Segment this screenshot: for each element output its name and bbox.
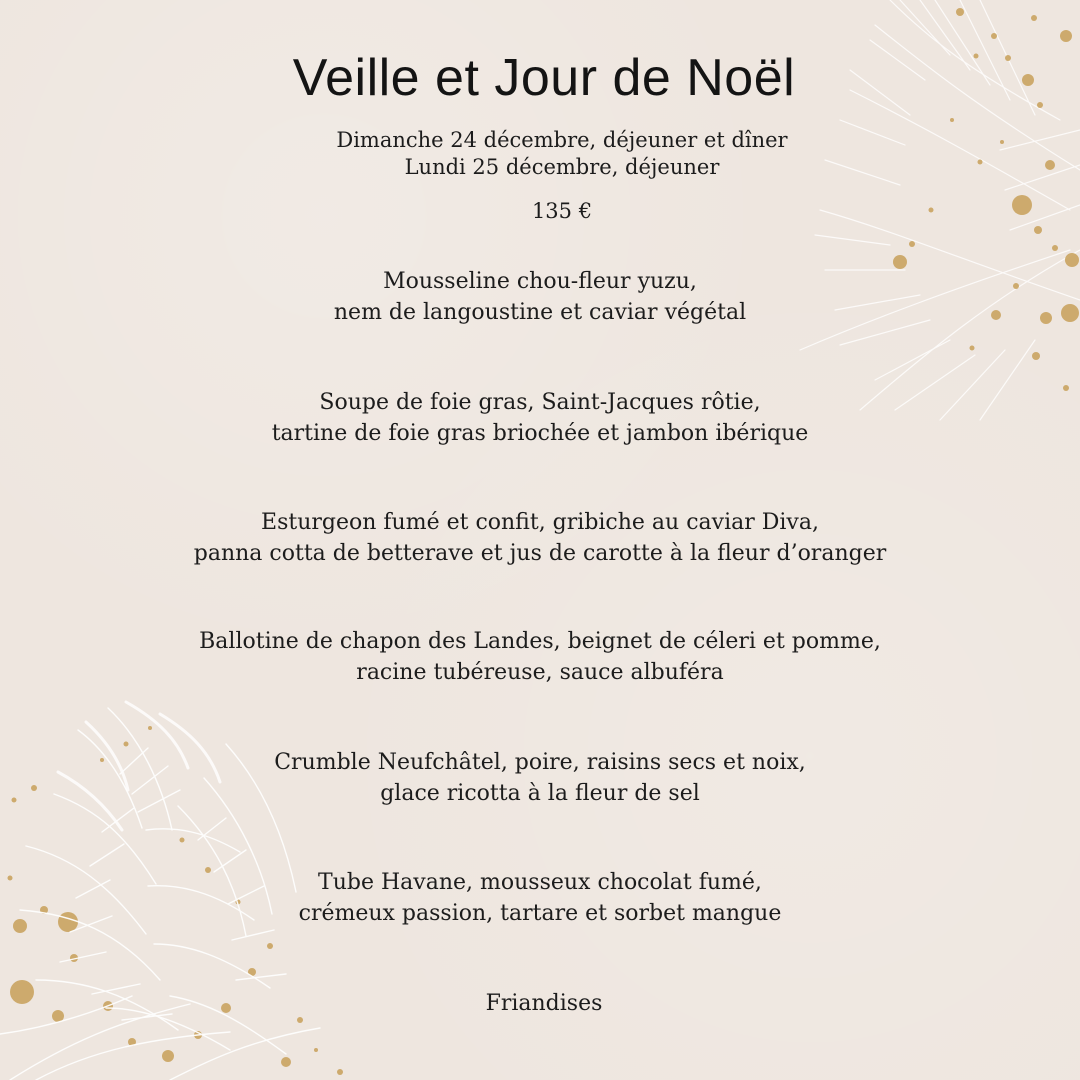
course-6-line-1: Tube Havane, mousseux chocolat fumé, bbox=[318, 870, 762, 895]
course-1-line-1: Mousseline chou-fleur yuzu, bbox=[383, 269, 697, 294]
menu-title: Veille et Jour de Noël bbox=[292, 49, 796, 107]
course-item-6 bbox=[0, 867, 1080, 929]
course-3-line-1: Esturgeon fumé et confit, gribiche au caviar Diva, bbox=[261, 510, 819, 535]
course-5-line-2: glace ricotta à la fleur de sel bbox=[380, 781, 700, 806]
course-item-1 bbox=[0, 266, 1080, 328]
course-4-line-2: racine tubéreuse, sauce albuféra bbox=[356, 660, 724, 685]
course-5-line-1: Crumble Neufchâtel, poire, raisins secs et noix, bbox=[274, 750, 806, 775]
course-item-5 bbox=[0, 747, 1080, 809]
service-dates bbox=[0, 127, 1080, 181]
course-item-2 bbox=[0, 387, 1080, 449]
service-date-line-2: Lundi 25 décembre, déjeuner bbox=[404, 155, 720, 179]
course-3-line-2: panna cotta de betterave et jus de carotte à la fleur d’oranger bbox=[193, 541, 887, 566]
course-4-line-1: Ballotine de chapon des Landes, beignet de céleri et pomme, bbox=[199, 629, 881, 654]
course-2-line-2: tartine de foie gras briochée et jambon ibérique bbox=[271, 421, 809, 446]
service-date-line-1: Dimanche 24 décembre, déjeuner et dîner bbox=[336, 128, 788, 152]
menu-price: 135 € bbox=[531, 199, 593, 223]
course-2-line-1: Soupe de foie gras, Saint-Jacques rôtie, bbox=[319, 390, 761, 415]
course-6-line-2: crémeux passion, tartare et sorbet mangue bbox=[298, 901, 782, 926]
course-1-line-2: nem de langoustine et caviar végétal bbox=[333, 300, 747, 325]
course-item-3 bbox=[0, 507, 1080, 569]
course-item-4 bbox=[0, 626, 1080, 688]
friandises-label: Friandises bbox=[485, 991, 603, 1016]
